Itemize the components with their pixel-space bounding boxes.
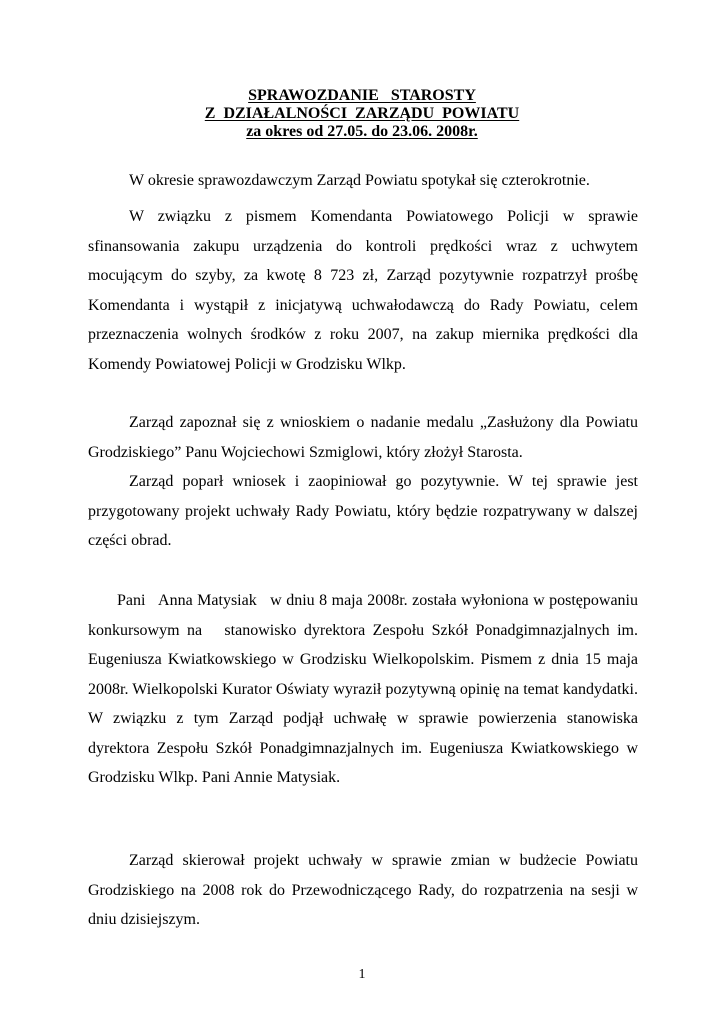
- paragraph-director: Pani Anna Matysiak w dniu 8 maja 2008r. została wyłoniona w postępowaniu konkursowym na stanowisko dyrektora Zespołu Szkół Ponadgimnazjalnych im. Eugeniusza Kwiatkowskiego w Grodzisku Wielkopolskim. Pismem z dnia 15 maja 2008r. Wielkopolski Kurator Oświaty wyraził pozytywną opinię na temat kandydatki. W związku z tym Zarząd podjął uchwałę w sprawie powierzenia stanowiska dyrektora Zespołu Szkół Ponadgimnazjalnych im. Eugeniusza Kwiatkowskiego w Grodzisku Wlkp. Pani Annie Matysiak.: [88, 592, 642, 786]
- paragraph-director-block: [88, 586, 642, 793]
- paragraph-police: W związku z pismem Komendanta Powiatowego Policji w sprawie sfinansowania zakupu urządzenia do kontroli prędkości wraz z uchwytem mocującym do szyby, za kwotę 8 723 zł, Zarząd pozytywnie rozpatrzył prośbę Komendanta i wystąpił z inicjatywą uchwałodawczą do Rady Powiatu, celem przeznaczenia wolnych środków z roku 2007, na zakup miernika prędkości dla Komendy Powiatowej Policji w Grodzisku Wlkp.: [88, 208, 638, 373]
- heading-line-2: Z DZIAŁALNOŚCI ZARZĄDU POWIATU: [204, 105, 520, 122]
- paragraph-budget-block: [88, 846, 638, 935]
- heading-line-1: SPRAWOZDANIE STAROSTY: [248, 87, 476, 104]
- paragraph-medal-block: [88, 408, 638, 556]
- page-number: 1: [358, 967, 366, 982]
- paragraph-medal-support: Zarząd poparł wniosek i zaopiniował go pozytywnie. W tej sprawie jest przygotowany projekt uchwały Rady Powiatu, który będzie rozpatrywany w dalszej części obrad.: [88, 473, 638, 549]
- paragraph-meetings: W okresie sprawozdawczym Zarząd Powiatu spotykał się czterokrotnie.: [129, 172, 590, 189]
- paragraph-budget: Zarząd skierował projekt uchwały w sprawie zmian w budżecie Powiatu Grodziskiego na 2008 rok do Przewodniczącego Rady, do rozpatrzenia na sesji w dniu dzisiejszym.: [88, 852, 638, 928]
- paragraph-police-block: [88, 202, 638, 379]
- paragraph-meetings-block: [88, 166, 638, 196]
- heading-line-3: za okres od 27.05. do 23.06. 2008r.: [246, 123, 478, 140]
- document-heading: [0, 87, 724, 141]
- paragraph-medal: Zarząd zapoznał się z wnioskiem o nadanie medalu „Zasłużony dla Powiatu Grodziskiego” Panu Wojciechowi Szmiglowi, który złożył Starosta.: [88, 414, 638, 461]
